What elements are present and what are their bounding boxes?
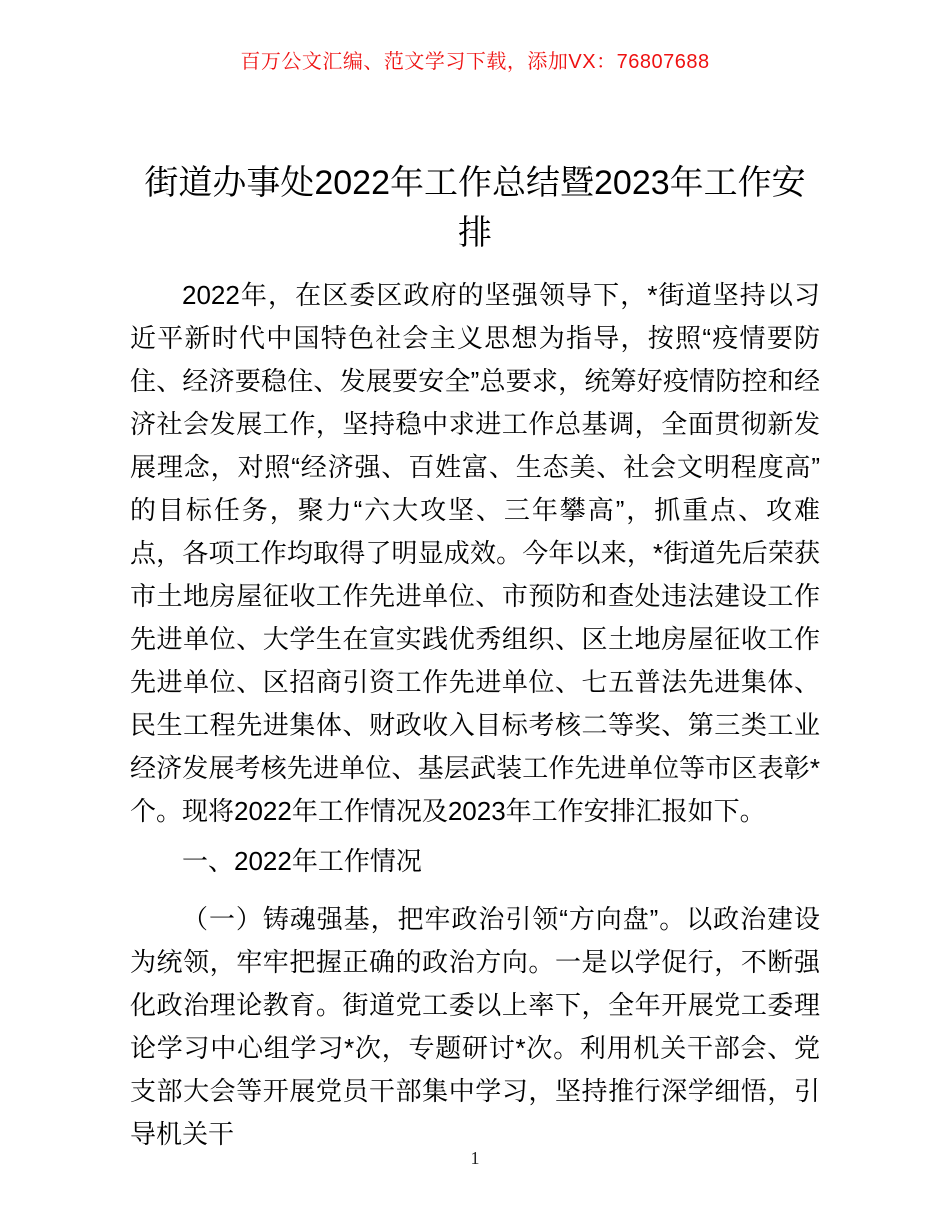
document-body — [130, 274, 820, 1156]
header-notice: 百万公文汇编、范文学习下载，添加VX：76807688 — [240, 51, 710, 73]
document-title — [130, 158, 820, 258]
paragraph-intro: 2022年，在区委区政府的坚强领导下，*街道坚持以习近平新时代中国特色社会主义思想为指导，按照“疫情要防住、经济要稳住、发展要安全”总要求，统筹好疫情防控和经济社会发展工作，坚持稳中求进工作总基调，全面贯彻新发展理念，对照“经济强、百姓富、生态美、社会文明程度高”的目标任务，聚力“六大攻坚、三年攀高”，抓重点、攻难点，各项工作均取得了明显成效。今年以来，*街道先后荣获市土地房屋征收工作先进单位、市预防和查处违法建设工作先进单位、大学生在宣实践优秀组织、区土地房屋征收工作先进单位、区招商引资工作先进单位、七五普法先进集体、民生工程先进集体、财政收入目标考核二等奖、第三类工业经济发展考核先进单位、基层武装工作先进单位等市区表彰*个。现将2022年工作情况及2023年工作安排汇报如下。 — [130, 280, 820, 826]
paragraph-section-one: （一）铸魂强基，把牢政治引领“方向盘”。以政治建设为统领，牢牢把握正确的政治方向。一是以学促行，不断强化政治理论教育。街道党工委以上率下，全年开展党工委理论学习中心组学习*次，专题研讨*次。利用机关干部会、党支部大会等开展党员干部集中学习，坚持推行深学细悟，引导机关干 — [130, 904, 820, 1149]
title-line-2: 排 — [458, 214, 492, 252]
page-number: 1 — [470, 1148, 480, 1168]
title-line-1: 街道办事处2022年工作总结暨2023年工作安 — [144, 164, 806, 202]
section-heading-2022-work: 一、2022年工作情况 — [182, 846, 422, 876]
